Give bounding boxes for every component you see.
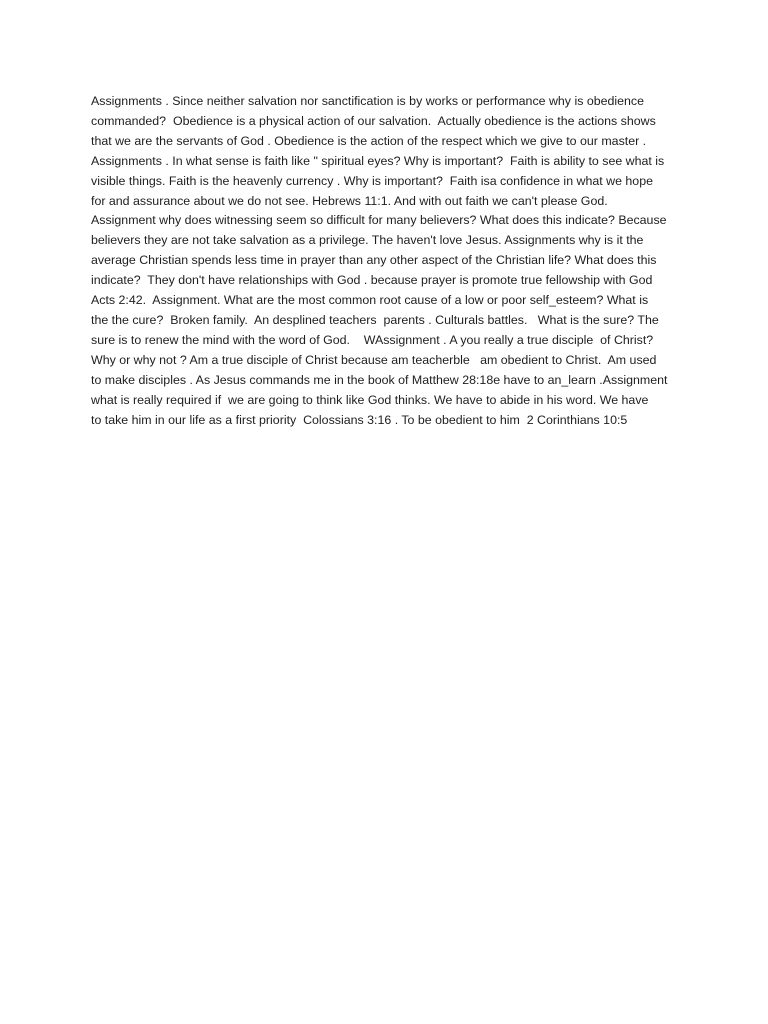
text-line: indicate? They don't have relationships with God . because prayer is promote true fellowship with God [91,273,653,288]
text-line: Acts 2:42. Assignment. What are the most common root cause of a low or poor self_esteem? What is [91,293,649,308]
text-line: believers they are not take salvation as a privilege. The haven't love Jesus. Assignments why is it the [91,233,644,248]
text-line: Why or why not ? Am a true disciple of Christ because am teacherble am obedient to Christ. Am used [91,352,657,367]
text-line: Assignments . In what sense is faith like " spiritual eyes? Why is important? Faith is ability to see what is [91,153,665,168]
text-line: to make disciples . As Jesus commands me in the book of Matthew 28:18e have to an_learn .Assignment [91,372,668,387]
text-line: average Christian spends less time in prayer than any other aspect of the Christian life? What does this [91,253,657,268]
text-line: sure is to renew the mind with the word of God. WAssignment . A you really a true disciple of Christ? [91,332,654,347]
text-line: Assignments . Since neither salvation nor sanctification is by works or performance why is obedience [91,94,645,108]
text-line: that we are the servants of God . Obedience is the action of the respect which we give to our master . [91,133,647,148]
text-line: the the cure? Broken family. An desplined teachers parents . Culturals battles. What is the sure? The [91,312,659,327]
text-line: Assignment why does witnessing seem so difficult for many believers? What does this indicate? Because [91,213,667,228]
document-body [91,92,677,430]
text-line: to take him in our life as a first priority Colossians 3:16 . To be obedient to him 2 Corinthians 10:5 [91,412,628,427]
text-line: what is really required if we are going to think like God thinks. We have to abide in his word. We have [91,392,649,407]
text-line: for and assurance about we do not see. Hebrews 11:1. And with out faith we can't please God. [91,193,608,208]
text-line: visible things. Faith is the heavenly currency . Why is important? Faith isa confidence in what we hope [91,173,653,188]
text-line: commanded? Obedience is a physical action of our salvation. Actually obedience is the actions shows [91,113,656,128]
